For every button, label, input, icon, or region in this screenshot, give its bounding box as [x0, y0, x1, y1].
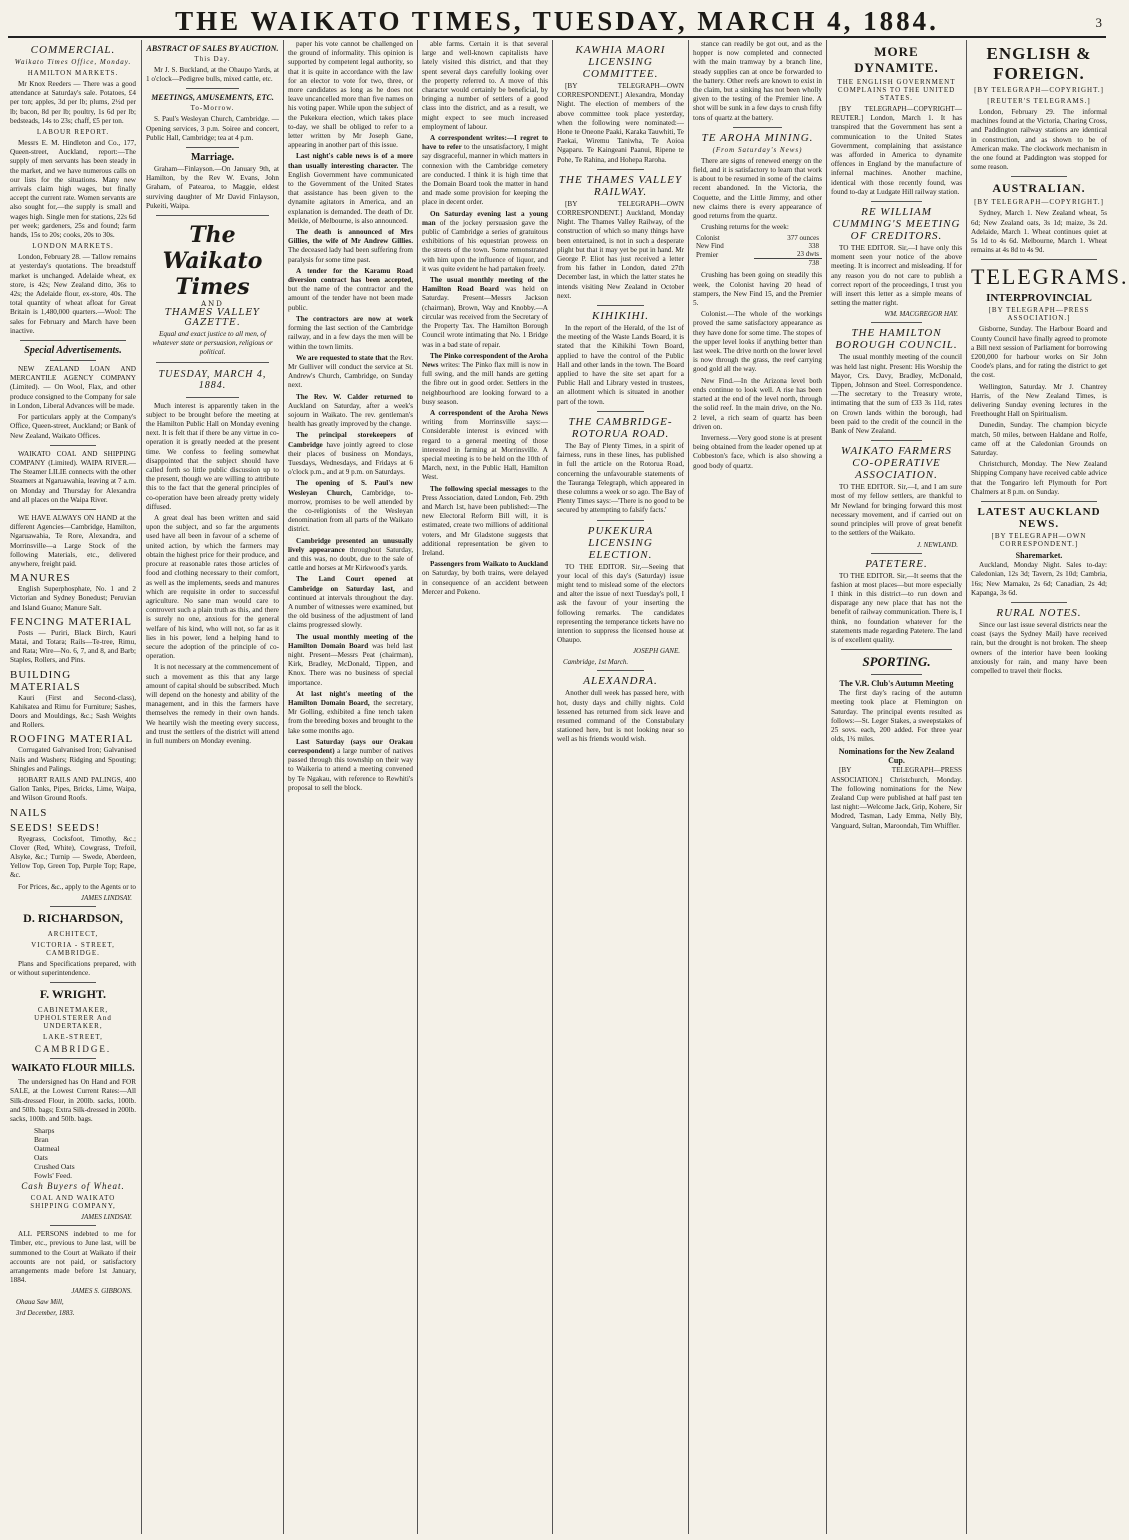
divider — [186, 147, 239, 148]
divider — [1011, 176, 1067, 177]
advertisement-text: Corrugated Galvanised Iron; Galvanised Nails and Washers; Ridging and Spouting; Shingles and Palings. — [10, 746, 136, 773]
letter-text: TO THE EDITOR. Sir,—It seems that the fashion at most places—but more especially I think in this district—to run down and disparage any new place that has not the benefit of railway communication. There is, I think, no foundation whatever for the statements made regarding Patetere. The land is of excellent quality. — [831, 571, 962, 644]
divider — [981, 259, 1097, 260]
subheading: This Day. — [194, 55, 231, 63]
news-item-text: throughout Saturday, and this was, no doubt, due to the sale of cattle and horses at Mr Kirkwood's yards. — [288, 545, 413, 573]
advertisement-text: WE HAVE ALWAYS ON HAND at the different Agencies—Cambridge, Hamilton, Ngaruawahia, Te Rore, Alexandra, and Morrinsville—a Large Stock of the following Materials, etc., delivered anywhere, freight paid. — [10, 513, 136, 568]
signature: JAMES S. GIBBONS. — [71, 1287, 132, 1296]
news-item-text: a large number of natives passed through this township on their way to Waikeria to attend a meeting convened by Te Ngakau, with reference to Rewhiti's proposal to sell the block. — [288, 747, 414, 792]
subheading: [BY TELEGRAPH—PRESS ASSOCIATION.] — [988, 306, 1090, 323]
section-title-thames-railway: THE THAMES VALLEY RAILWAY. — [558, 173, 683, 198]
table-cell: Colonist — [696, 234, 720, 243]
ad-heading: SEEDS! SEEDS! — [10, 821, 101, 834]
news-item-lede: Cambridge presented an unusually lively appearance — [288, 536, 413, 554]
divider — [186, 88, 239, 89]
article-text: Since our last issue several districts near the coast (says the Sydney Mail) have received rain, but the drought is not broken. The sheep owners of the interior have been looking anxiously for rain, and many have been compelled to travel their flocks. — [971, 620, 1107, 675]
notice-text: ALL PERSONS indebted to me for Timber, etc., previous to June last, will be summoned to the Court at Waikato if their accounts are not paid, or satisfactory arrangements made before 1st January, 1884. — [10, 1230, 136, 1285]
article-text: [BY TELEGRAPH—OWN CORRESPONDENT.] Alexandra, Monday Night. The election of members of the above committee took place yesterday, when the following were nominated:—Hone te Oneone Paaki, Karaka Tauwhiti, Te Paekai, Wiremu Taniwha, Te Aoioa Ngaparu. Te Kaingeani Paanui, Ripene te Pohe, Te Rahina, and Hohepa Raroha. — [557, 82, 684, 164]
column-rule — [552, 40, 553, 1534]
subheading: [BY TELEGRAPH—OWN CORRESPONDENT.] — [991, 532, 1087, 549]
column-2 — [146, 40, 279, 1534]
divider — [841, 649, 952, 650]
ad-heading: F. WRIGHT. — [39, 987, 107, 1002]
section-title-special-ads: Special Advertisements. — [24, 345, 122, 357]
article-text: London, February 28. — Tallow remains at yesterday's quotations. The breadstuff market is unchanged. Adelaide wheat, ex store, is 42s; New Zealand ditto, 36s to 42s; the Adelaide flour, ex-store, 40s. The total quantity of wheat afloat for Great Britain is 1,480,000 quarters.—Wool: The sales for February and March have been inactive. — [10, 253, 136, 335]
list-item: Oatmeal — [34, 1144, 60, 1154]
letter-text: TO THE EDITOR. Sir,—I have only this moment seen your notice of the above meeting. It is incorrect and misleading. If for any reason you do not care to publish a correct report of the proceedings, I trust you will insert this letter as a simple means of setting the matter right. — [831, 244, 962, 308]
list-item: Sharps — [34, 1126, 55, 1136]
crushing-returns-table — [693, 234, 822, 267]
article-text: Another dull week has passed here, with hot, dusty days and chilly nights. Cold lessened has returned from sick leave and resumed command of the Constabulary stationed here, but is not looking near so well as his friends would wish. — [557, 689, 684, 744]
news-item-lede: A correspondent writes:—I regret to have to refer — [422, 134, 548, 152]
article-text: Gisborne, Sunday. The Harbour Board and County Council have finally agreed to promote a Bill next session of Parliament for borrowing £200,000 for harbour works on Sir John Coode's plans, and for rating the district to get the cost. — [971, 325, 1107, 380]
news-item-text: writing from Morrinsville says:—Considerable interest is evinced with regard to a general meeting of those interested in farming at Morrinsville. A special meeting is to be held on the 10th of March, next, in the Public Hall, Hamilton West. — [422, 418, 548, 482]
subheading: [REUTER'S TELEGRAMS.] — [987, 97, 1091, 105]
subheading: LONDON MARKETS. — [32, 242, 114, 251]
signature: WM. MACGREGOR HAY. — [884, 310, 958, 319]
divider — [871, 674, 922, 675]
news-item-text: on Saturday, by both trains, were delayed in consequence of an accident between Mercer and Pokeno. — [422, 569, 548, 596]
news-item-lede: The following special messages — [430, 484, 528, 493]
advertisement-text: English Superphosphate, No. 1 and 2 Victorian and Sydney Bonedust; Peruvian and Island Guano; Manure Salt. — [10, 585, 136, 612]
divider — [50, 509, 96, 510]
ad-address: LAKE-STREET, — [43, 1033, 103, 1042]
section-title-pukekura: PUKEKURA LICENSING ELECTION. — [587, 524, 654, 561]
news-item-text: but the name of the contractor and the amount of the tender have not been made public. — [288, 285, 413, 312]
subheading: LABOUR REPORT. — [36, 128, 110, 137]
article-text: The usual monthly meeting of the council was held last night. Present: His Worship the Mayor, Crs. Davy, Bradley, McDonald, Tippen, Johnson and Steel. Correspondence.—The secretary to the Treasury wrote, intimating that the sum of £33 3s 11d, rates on Crown lands within the borough, had been paid to the credit of the council in the Bank of New Zealand. — [831, 353, 962, 436]
column-rule — [141, 40, 142, 1534]
table-row — [693, 250, 822, 259]
section-title-abstract: ABSTRACT OF SALES BY AUCTION. — [146, 44, 279, 53]
news-item-lede: The usual monthly meeting of the Hamilton Road Board — [422, 276, 548, 294]
ad-subheading: CABINETMAKER, UPHOLSTERER And UNDERTAKER, — [34, 1006, 112, 1031]
ad-town: CAMBRIDGE. — [34, 1044, 112, 1055]
divider — [981, 501, 1097, 502]
section-title-cambridge-road: THE CAMBRIDGE-ROTORUA ROAD. — [568, 415, 673, 440]
news-item-text: writes: The Pinko flax mill is now in full swing, and the mill hands are getting the fibre out in good order. Settlers in the neighbourhood are looking forward to a busy season. — [422, 360, 548, 406]
auction-text: Mr J. S. Buckland, at the Ohaupo Yards, at 1 o'clock—Pedigree bulls, mixed cattle, etc. — [146, 66, 279, 84]
column-3 — [288, 40, 413, 1534]
advertisement-text: Ryegrass, Cocksfoot, Timothy, &c.; Clover (Red, White), Cowgrass, Trefoil, Alsyke, &c.; Turnip — Swede, Aberdeen, Yellow Top, Green Top, Purple Top; Rape, &c. — [10, 834, 136, 880]
news-item-text: the Rev. Mr Gulliver will conduct the service at St. Andrew's Church, Cambridge, on Sunday next. — [288, 353, 414, 390]
column-5 — [557, 40, 684, 1534]
divider — [597, 305, 644, 306]
section-title-sporting: SPORTING. — [862, 654, 931, 670]
divider — [156, 362, 269, 363]
table-total-row — [693, 259, 822, 268]
divider — [597, 169, 644, 170]
list-item: Oats — [34, 1153, 48, 1163]
page-number: 3 — [1095, 15, 1102, 30]
column-rule — [826, 40, 827, 1534]
list-item: Bran — [34, 1135, 49, 1145]
table-cell: 338 — [808, 242, 819, 251]
news-item-text: Cambridge, to-morrow, promises to be well attended by the co-religionists of the Wesleyan denomination from all parts of the Waikato district. — [288, 488, 414, 534]
news-item-text: The deceased lady had been suffering from paralysis for some time past. — [288, 246, 413, 264]
article-text: [BY TELEGRAPH—OWN CORRESPONDENT.] Auckland, Monday Night. The Thames Valley Railway, of the construction of which so many things have been entertained, is not in such a desperate plight but that it may yet be put in hand. Mr George P. Eliot has just received a letter from his father in London, dated 27th December last, in which the latter states he intends visiting New Zealand in October next. — [557, 199, 684, 300]
column-rule — [283, 40, 284, 1534]
news-item-lede: The usual monthly meeting of the Hamilton Domain Board — [288, 632, 413, 650]
dateline: Waikato Times Office, Monday. — [14, 58, 132, 66]
section-title-dynamite: MORE DYNAMITE. — [854, 44, 939, 75]
advertisement-text: For Prices, &c., apply to the Agents or to — [18, 882, 136, 891]
divider — [50, 445, 96, 446]
advertisement-text: NEW ZEALAND LOAN AND MERCANTILE AGENCY COMPANY (Limited). — On Wool, Flax, and other produce consigned to the Company for sale in London, Liberal Advances will be made. — [10, 365, 136, 410]
table-cell: 23 dwts — [797, 250, 819, 259]
article-text: Crushing returns for the week: — [701, 223, 789, 232]
divider — [50, 982, 96, 983]
news-item-text: to the Press Association, dated London, Feb. 29th and March 1st, have been published:—The new Electoral Reform Bill will, it is estimated, create two millions of additional voters, and Mr Gladstone suggests that additional representation be given to Ireland. — [422, 484, 549, 557]
article-text: New Find.—In the Arizona level both ends continue to look well. A rise has been started at the end of the level north, through the solid reef. In the main drive, on the No. 2 level, a rich seam of quartz has been driven on. — [693, 376, 822, 431]
column-rule — [417, 40, 418, 1534]
section-title-telegrams: TELEGRAMS. — [971, 264, 1129, 290]
news-item-text: was held on Saturday. Present—Messrs Jackson (chairman), Brown, Way and Knobby.—A circular was received from the Secretary of the Property Tax. The Hamilton Borough Council wrote intimating that No. 1 Bridge was in a bad state of repair. — [422, 285, 548, 349]
article-text: Christchurch, Monday. The New Zealand Shipping Company have received cable advice that the Tongariro left Plymouth for Port Chalmers at 8 p.m. on Sunday. — [971, 460, 1107, 496]
subheading: HAMILTON MARKETS. — [27, 69, 119, 77]
signature: JAMES LINDSAY. — [80, 893, 132, 902]
section-title-patetere: PATETERE. — [865, 557, 928, 570]
news-item-text: have jointly agreed to close their places of business on Mondays, Tuesdays, Wednesdays, and Fridays at 6 o'clock p.m., and at 9 p.m. on Saturdays. — [288, 440, 413, 477]
signature: JAMES LINDSAY. — [80, 1213, 132, 1222]
masthead — [8, 6, 1106, 38]
meeting-text: S. Paul's Wesleyan Church, Cambridge. — Opening services, 3 p.m. Soiree and concert, Public Hall, Cambridge; tea at 4 p.m. — [146, 115, 279, 142]
article-text: [BY TELEGRAPH—PRESS ASSOCIATION.] Christchurch, Monday. The following nominations for the New Zealand Cup were published at half past ten last night:—Welcome Jack, Grip, Kohere, Sir Modred, Tasman, Lady Emma, Nelly Bly, Vanguard, Sultan, Maroondah, Tim Whiffler. — [831, 766, 962, 830]
section-title-kihikihi: KIHIKIHI. — [592, 310, 649, 323]
news-item-lede: The Land Court opened at Cambridge on Saturday last, — [288, 575, 413, 593]
ad-address: VICTORIA - STREET, CAMBRIDGE. — [31, 940, 115, 957]
news-item-lede: A tender for the Karamu Road diversion contract has been accepted, — [288, 266, 413, 285]
table-row — [693, 242, 822, 250]
subheading: Nominations for the New Zealand Cup. — [838, 747, 955, 766]
ad-heading: D. RICHARDSON, — [23, 910, 123, 925]
table-cell: New Find — [696, 242, 724, 251]
paper-name: The Waikato Times — [162, 222, 263, 301]
article-text: In the report of the Herald, of the 1st of the meeting of the Waste Lands Board, it is stated that the Kihikihi Town Board, applied to have the control of the Public Hall and other lands in the town. The Board applied to have the site set apart for a Public Hall and Library vested in trustees, an allotment which is situated in another part of the town. — [557, 324, 684, 406]
article-text: [BY TELEGRAPH—COPYRIGHT—REUTER.] London, March 1. It has transpired that the Government has sent a communication to the United States Government, complaining that assistance was afforded in America to dynamite offences in England by the manufacture of infernal machines. Another machine, identical with those recently found, was found to-day at Ludgate Hill railway station. — [831, 105, 962, 196]
news-item-lede: The principal storekeepers of Cambridge — [288, 431, 413, 449]
divider — [597, 520, 644, 521]
divider — [186, 397, 239, 398]
news-item-text: forming the last section of the Cambridge railway, and in a few days the men will be within the town limits. — [288, 324, 413, 351]
section-title-licensing: KAWHIA MAORI LICENSING COMMITTEE. — [575, 44, 666, 80]
news-item-text: the secretary, Mr Golling, exhibited a fine tench taken from the breeding boxes and brought to the lake some months ago. — [288, 699, 414, 735]
section-title-cumming: RE WILLIAM CUMMING'S MEETING OF CREDITORS. — [832, 206, 961, 243]
section-title-commercial: COMMERCIAL. — [30, 44, 116, 56]
section-title-alexandra: ALEXANDRA. — [583, 675, 658, 688]
article-text: Auckland, Monday Night. Sales to-day: Caledonian, 12s 3d; Tavern, 2s 10d; Cambria, 16s; New Mamaku, 2s 6d; Canadian, 2s 4d; Kapanga, 3s 6d. — [971, 561, 1107, 597]
news-item-lede: Last night's cable news is of a more than usually interesting character. — [288, 152, 413, 170]
advertisement-text: WAIKATO COAL AND SHIPPING COMPANY (Limited). WAIPA RIVER.—The Steamer LILIE connects with the other Steamers at Ngaruawahia, leaving at 7 a.m. on Monday and Thursday for Alexandra and all places on the Waipa River. — [10, 449, 136, 504]
leader-date: TUESDAY, MARCH 4, 1884. — [158, 368, 267, 391]
column-rule — [966, 40, 967, 1534]
section-title-meetings: MEETINGS, AMUSEMENTS, ETC. — [151, 93, 274, 103]
divider — [50, 1058, 96, 1059]
news-item-text: Auckland on Saturday, after a week's sojourn in Waikato. The rev. gentleman's health has greatly improved by the change. — [288, 401, 413, 429]
news-item-lede: The death is announced of Mrs Gillies, the wife of Mr Andrew Gillies. — [288, 228, 413, 246]
mills-item-list — [34, 1126, 136, 1180]
letter-text: TO THE EDITOR. Sir,—I, and I am sure most of my fellow settlers, are thankful to Mr Newland for bringing forward this most necessary movement, and if carried out on sound principles will prove of great benefit to the settlers of the Waikato. — [831, 483, 962, 538]
advertisement-text: Plans and Specifications prepared, with or without superintendence. — [10, 959, 136, 978]
subheading: The V.R. Club's Autumn Meeting — [839, 679, 954, 689]
paper-motto: Equal and exact justice to all men, of whatever state or persuasion, religious or political. — [152, 330, 273, 357]
letter-date: Cambridge, 1st March. — [563, 658, 629, 667]
news-item-lede: On Saturday evening last a young man — [422, 209, 548, 227]
article-text: paper his vote cannot be challenged on the ground of informality. This opinion is supported by competent legal authority, so that it is quite in accordance with the law for an elector to vote for two, three, or more candidates as long as he does not leave uncancelled more than five names on his voting paper. While upon the subject of the Pukekura election, which takes place to-day, we shall be obliged to refer to a letter written by Mr Joseph Gane, appearing in another part of this issue. — [288, 40, 413, 150]
divider — [156, 215, 269, 216]
leader-text: It is not necessary at the commencement of such a movement as this that any large amount of capital should be subscribed. Much will depend on the honesty and ability of the management, and in this the farmers have themselves the remedy in their own hands. We heartily wish the meeting every success, and trust the settlers of the district will attend in full numbers on Monday evening. — [146, 663, 279, 745]
table-cell: 377 ounces — [787, 234, 819, 243]
subheading: [BY TELEGRAPH—COPYRIGHT.] — [974, 198, 1104, 207]
column-7 — [831, 40, 962, 1534]
news-item-lede: The contractors are now at work — [296, 314, 413, 323]
news-item-lede: Passengers from Waikato to Auckland — [430, 560, 548, 569]
column-8 — [971, 40, 1129, 1534]
news-item-lede: A correspondent of the Aroha News — [430, 408, 548, 417]
column-6 — [693, 40, 822, 1534]
divider — [597, 670, 644, 671]
paper-masthead — [146, 222, 279, 328]
article-text: Colonist.—The whole of the workings proved the same satisfactory appearance as they have done for some time. The stopes of the upper level looks if anything better than last week. The drive north on the lower level is now through the grass, the reef carrying good gold all the way. — [693, 310, 822, 374]
divider — [20, 340, 126, 341]
article-text: Messrs E. M. Hindleton and Co., 177, Queen-street, Auckland, report:—The supply of men servants has been steady in the market, and we have numerous calls on our lists for the situations. Many new arrivals claim high wages, but finally accept the current rate. Women servants are also sought for,—the supply is small and wages high. Single men for stations, 22s 6d per week; gardeners, 25s and found; farm hands, 15s to 20s; cooks, 20s to 30s. — [10, 139, 136, 240]
subheading: Sharemarket. — [1015, 551, 1063, 561]
divider — [871, 322, 922, 323]
news-item-text: and continued at intervals throughout the day. A number of witnesses were examined, but the old business of the adjustment of land claims progressed slowly. — [288, 584, 414, 630]
subheading: To-Morrow. — [190, 104, 235, 113]
table-row — [693, 234, 822, 242]
article-text: Mr Knox Reeders — There was a good attendance at Saturday's sale. Potatoes, £4 per ton; apples, 3d per lb; plums, 2½d per lb; bacon, 8d per lb; poultry, 1s 6d per lb; bedsteads, 14s to 23s; chaff, £5 per ton. — [10, 80, 136, 125]
source-note: (From Saturday's News) — [712, 145, 803, 154]
advertisement-text: Kauri (First and Second-class), Kahikatea and Rimu for Furniture; Sashes, Doors and Mouldings, &c.; Sash Weights and Rollers. — [10, 693, 136, 730]
article-text: Wellington, Saturday. Mr J. Chantrey Harris, of the New Zealand Times, is delivering Sunday evening lectures in the Freethought Hall on Spiritualism. — [971, 382, 1107, 419]
section-title-english-foreign: ENGLISH & FOREIGN. — [986, 44, 1092, 83]
subheading: INTERPROVINCIAL — [986, 292, 1092, 305]
news-item-lede: The Rev. W. Calder returned to — [296, 392, 413, 401]
list-item: Fowls' Feed. — [34, 1171, 73, 1181]
ad-heading: BUILDING MATERIALS — [10, 668, 81, 693]
ad-heading: MANURES — [10, 572, 71, 585]
section-title-borough-council: THE HAMILTON BOROUGH COUNCIL. — [835, 327, 958, 352]
table-total: 738 — [754, 259, 822, 268]
column-4 — [422, 40, 548, 1534]
ad-heading: NAILS — [10, 806, 48, 819]
section-title-aroha-mining: TE AROHA MINING. — [701, 131, 814, 144]
notice-address: Ohaua Saw Mill, — [16, 1298, 64, 1307]
divider — [50, 1225, 96, 1226]
section-title-marriage: Marriage. — [190, 152, 235, 164]
section-title-farmers: WAIKATO FARMERS CO-OPERATIVE ASSOCIATION. — [841, 445, 952, 482]
divider — [871, 553, 922, 554]
news-item-lede: We are requested to state that — [296, 353, 388, 362]
advertisement-text: HOBART RAILS AND PALINGS, 400 Gallon Tanks, Pipes, Bricks, Lime, Waipa, and Wilson Ground Roofs. — [10, 775, 136, 803]
letter-text: TO THE EDITOR. Sir,—Seeing that your local of this day's (Saturday) issue might tend to mislead some of the electors and alter the issue of next Tuesday's poll, I ask the favour of your inserting the following remarks. The candidates representing the temperance tickets have no intention to suppress the licensed house at Ohaupo. — [557, 562, 684, 645]
divider — [733, 127, 782, 128]
article-text: There are signs of renewed energy on the field, and it is satisfactory to learn that work is about to be resumed in some of the claims recent abandoned. In the Victoria, the Coquette, and the Little Jimmy, and other new claims there is every appearance of good returns from the quartz. — [693, 156, 822, 221]
section-title-australian: AUSTRALIAN. — [992, 181, 1086, 196]
column-1 — [10, 40, 136, 1534]
paper-and: AND — [201, 300, 224, 309]
article-text: Inverness.—Very good stone is at present being obtained from the leader opened up at Cobbeston's face, which is also showing a good body of quartz. — [693, 433, 822, 470]
news-item-text: to the unsatisfactory, I might say disgraceful, manner in which matters in connexion with the Cambridge cemetery are conducted. I think it is high time that the Domain Board took the matter in hand and made some provision for keeping the place in decent order. — [422, 143, 548, 207]
table-cell: Premier — [696, 250, 719, 259]
news-item-text: The English Government have communicated to the Government of the United States that assistance has been given to the dynamite agitators in America, and an explanation is demanded. The death of Dr. Meikle, of Melbourne, is also announced. — [288, 161, 413, 225]
subheading: THE ENGLISH GOVERNMENT COMPLAINS TO THE UNITED STATES. — [837, 78, 956, 102]
ad-heading: WAIKATO FLOUR MILLS. — [11, 1063, 135, 1075]
article-text: The Bay of Plenty Times, in a spirit of fairness, runs in these lines, has published in full the article on the Rotorua Road, concerning the unfavourable statements of the Tauranga Telegraph, which appeared in these columns a week or so ago. The Bay of Plenty Times says:—'There is no good to be secured by attempting to falsify facts.' — [557, 441, 684, 515]
divider — [1011, 602, 1067, 603]
leader-text: A great deal has been written and said upon the subject, and so far the arguments used have all been in favour of a scheme of united action, by which the farmers may obtain the highest price for their produce, and procure at reasonable rates those articles of food and clothing necessary to their comfort, as well as the implements, seeds and manures which are requisite in order to successful agriculture. No sane man would care to controvert such a plain truth as this, and there is surely no one, anxious for the general welfare of his kind, who will not, so far as it lies in his power, lend a helping hand to secure the adoption of the principle of co-operation. — [146, 514, 279, 661]
ad-heading: FENCING MATERIAL — [10, 615, 133, 628]
newspaper-title: THE WAIKATO TIMES, TUESDAY, MARCH 4, 1884. — [175, 6, 939, 36]
news-item-lede: Last Saturday (says our Orakau correspondent) — [288, 737, 413, 756]
news-item-text: of the jockey persuasion gave the public of Cambridge a series of gratuitous exhibitions of his equestrian prowess on the streets of the town. Some remonstrated with him upon the influence of liquor, and it was quite evident he had partaken freely. — [422, 218, 549, 273]
divider — [597, 411, 644, 412]
marriage-text: Graham—Finlayson.—On January 9th, at Hamilton, by the Rev W. Evans, John Graham, of Patearoa, to Maggie, eldest surviving daughter of Mr David Finlayson, Pukeiti, Waipa. — [146, 165, 279, 210]
divider — [50, 360, 96, 361]
section-title-rural-notes: RURAL NOTES. — [996, 606, 1082, 619]
news-item-lede: The Pinko correspondent of the Aroha News — [422, 351, 548, 369]
divider — [50, 906, 96, 907]
subheading: [BY TELEGRAPH—COPYRIGHT.] — [974, 86, 1104, 94]
news-item-text: was held last night. Present—Messrs Peat (chairman), Kirk, Bradley, McDonald, Tippen, and Knox. There was no business of special importance. — [288, 641, 413, 687]
ad-address: COAL AND WAIKATO SHIPPING COMPANY, — [30, 1194, 116, 1211]
divider — [871, 201, 922, 202]
article-text: stance can readily be got out, and as the hopper is now completed and connected with the main tramway by a branch line, steady supplies can at once be forwarded to the battery. Other reefs are known to exist in the claim, but a sinking has not been wholly given to the testing of the Premier line. A shot will be sunk in a few days to crush fifty tons of quartz at the battery. — [693, 40, 822, 122]
article-text: Dunedin, Sunday. The champion bicycle match, 50 miles, between Haldane and Rolfe, came off at the Caledonian Grounds on Saturday. — [971, 421, 1107, 458]
leader-text: Much interest is apparently taken in the subject to be brought before the meeting at the Hamilton Public Hall on Monday evening next. It is felt that if there be any virtue in co-operation it is greatly needed at the present time. We confess to feeling somewhat disappointed that the subject should have called forth so little public discussion up to the present, though we are willing to attribute this to the fact that the general principles of co-operation have been already pretty widely diffused. — [146, 401, 279, 511]
paper-second-title: THAMES VALLEY GAZETTE. — [164, 308, 260, 329]
section-title-auckland-news: LATEST AUCKLAND NEWS. — [977, 506, 1101, 531]
article-text: Crushing has been going on steadily this week, the Colonist having 20 head of stampers, the New Find 15, and the Premier 5. — [693, 271, 822, 308]
article-text: The first day's racing of the autumn meeting took place at Flemington on Saturday. The principal events resulted as follows:—St. Leger Stakes, a sweepstakes of 25 sovs. each, 200 added. For three year olds, 1¾ miles. — [831, 689, 962, 744]
article-text: London, February 29. The informal machines found at the Victoria, Charing Cross, and Paddington railway stations are identical in construction, and as shown to be of American make. The clockwork mechanism in the one found at Paddington was stopped for some reason. — [971, 108, 1107, 172]
ad-subheading: ARCHITECT, — [47, 929, 99, 938]
article-text: able farms. Certain it is that several large and well-known capitalists have lately visited this district, and that they spent several days carefully looking over the property referred to. A move of this character would certainly be beneficial, by bringing a number of settlers of a good class into the district, and as a result, we might expect to see much increased employment of labour. — [422, 40, 548, 131]
column-rule — [688, 40, 689, 1534]
advertisement-text: Posts — Puriri, Black Birch, Kauri Matai, and Totara; Rails—Te-tree, Rimu, and Rata; Wire—No. 6, 7, and 8, and Barb; Staples, Rollers, and Pins. — [10, 628, 136, 665]
advertisement-text: For particulars apply at the Company's Office, Queen-street, Auckland; or Bank of New Zealand, Waikato Offices. — [10, 413, 136, 440]
divider — [871, 440, 922, 441]
list-item: Crushed Oats — [34, 1162, 75, 1172]
article-text: Sydney, March 1. New Zealand wheat, 5s 6d; New Zealand oats, 3s 1d; maize, 3s 2d. Adelaide, March 1. Wheat continues quiet at 5s 1d to 4s 6d. Melbourne, March 1. Wheat remains at 4s 8d to 4s 9d. — [971, 209, 1107, 255]
signature: JOSEPH GANE. — [632, 647, 680, 656]
ad-heading: ROOFING MATERIAL — [10, 733, 134, 746]
ad-subheading: Cash Buyers of Wheat. — [21, 1181, 125, 1192]
news-item-lede: The opening of S. Paul's new Wesleyan Church, — [288, 479, 413, 497]
news-item-lede: At last night's meeting of the Hamilton Domain Board, — [288, 689, 413, 708]
signature: J. NEWLAND. — [916, 540, 958, 549]
advertisement-text: The undersigned has On Hand and FOR SALE, at the Lowest Current Rates:—All Silk-dressed Flour, in 200lb. sacks, 100lb. and 50lb. bags; Extra Silk-dressed in 200lb. sacks, 100lb. and 50lb. bags. — [10, 1078, 136, 1124]
notice-date: 3rd December, 1883. — [16, 1309, 75, 1318]
